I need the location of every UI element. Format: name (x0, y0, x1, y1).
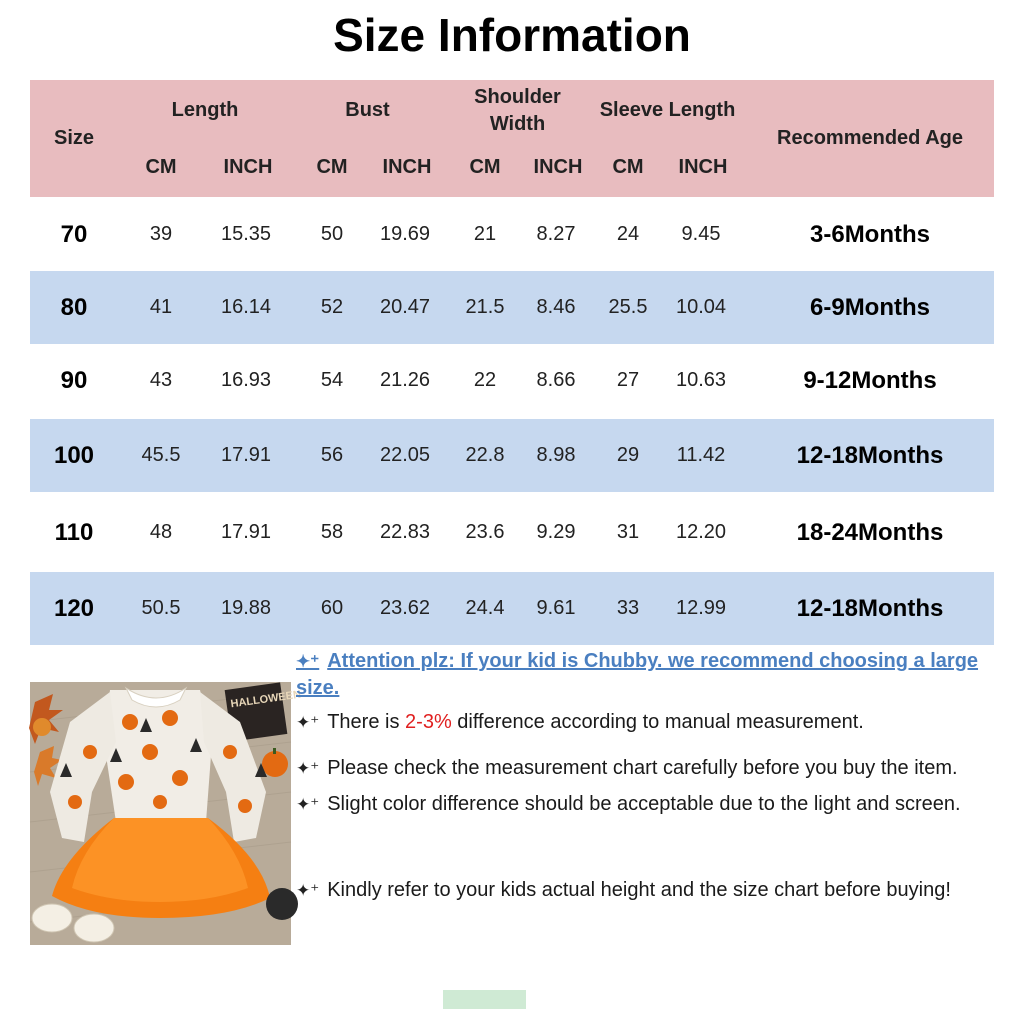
cell-shoulder-inch: 8.46 (536, 296, 576, 318)
cell-size: 120 (53, 594, 95, 622)
cell-sleeve-inch: 10.04 (675, 296, 727, 318)
table-row (30, 572, 994, 645)
refer-note (296, 877, 996, 904)
cell-bust-cm: 56 (320, 444, 344, 466)
cell-bust-inch: 23.62 (379, 597, 431, 619)
cell-shoulder-inch: 9.29 (536, 521, 576, 543)
header-bust-inch: INCH (382, 156, 432, 178)
cell-length-inch: 17.91 (220, 444, 272, 466)
difference-highlight: 2-3% (405, 711, 452, 733)
cell-size: 80 (60, 293, 88, 321)
header-shoulder-width (455, 84, 580, 138)
check-note (296, 755, 996, 782)
page-title: Size Information (333, 9, 691, 61)
color-note (296, 791, 996, 818)
table-row (30, 496, 994, 569)
header-sleeve-inch: INCH (678, 156, 728, 178)
header-recommended-age: Recommended Age (777, 127, 963, 149)
refer-text: Kindly refer to your kids actual height and the size chart before buying! (327, 879, 951, 901)
attention-text[interactable]: Attention plz: If your kid is Chubby. we recommend choosing a large size. (296, 650, 979, 699)
cell-sleeve-cm: 25.5 (608, 296, 648, 318)
cell-bust-cm: 52 (320, 296, 344, 318)
header-shoulder-inch: INCH (533, 156, 583, 178)
cell-length-cm: 39 (149, 223, 173, 245)
cell-sleeve-cm: 29 (616, 444, 640, 466)
cell-length-inch: 15.35 (220, 223, 272, 245)
attention-note[interactable] (296, 648, 996, 702)
cell-bust-inch: 21.26 (379, 369, 431, 391)
cell-shoulder-cm: 22.8 (465, 444, 505, 466)
cell-recommended-age: 12-18Months (796, 441, 944, 469)
cell-length-cm: 45.5 (141, 444, 181, 466)
sparkle-icon: ✦⁺ (296, 759, 320, 778)
green-bar (443, 990, 526, 1009)
cell-recommended-age: 12-18Months (796, 594, 944, 622)
cell-sleeve-cm: 24 (616, 223, 640, 245)
cell-bust-cm: 58 (320, 521, 344, 543)
cell-shoulder-inch: 8.98 (536, 444, 576, 466)
cell-shoulder-cm: 21 (473, 223, 497, 245)
sparkle-icon: ✦⁺ (296, 652, 320, 671)
cell-size: 100 (53, 441, 95, 469)
table-row (30, 271, 994, 344)
color-text: Slight color difference should be acceptable due to the light and screen. (327, 793, 961, 815)
cell-sleeve-cm: 31 (616, 521, 640, 543)
cell-length-cm: 43 (149, 369, 173, 391)
cell-size: 70 (60, 220, 88, 248)
difference-text-post: difference according to manual measurement. (451, 711, 864, 733)
cell-bust-cm: 54 (320, 369, 344, 391)
cell-shoulder-cm: 24.4 (465, 597, 505, 619)
cell-bust-inch: 20.47 (379, 296, 431, 318)
product-photo (30, 682, 302, 945)
cell-length-inch: 16.14 (220, 296, 272, 318)
table-row (30, 198, 994, 271)
cell-bust-cm: 60 (320, 597, 344, 619)
table-header (30, 80, 994, 197)
table-row (30, 419, 994, 492)
cell-sleeve-inch: 10.63 (675, 369, 727, 391)
cell-bust-cm: 50 (320, 223, 344, 245)
cell-length-inch: 19.88 (220, 597, 272, 619)
cell-size: 90 (60, 366, 88, 394)
cell-shoulder-cm: 21.5 (465, 296, 505, 318)
cell-length-inch: 16.93 (220, 369, 272, 391)
header-size: Size (53, 127, 95, 149)
cell-recommended-age: 9-12Months (803, 366, 937, 394)
cell-size: 110 (54, 518, 94, 546)
header-length-inch: INCH (223, 156, 273, 178)
cell-recommended-age: 3-6Months (810, 220, 930, 248)
check-text: Please check the measurement chart carefully before you buy the item. (327, 757, 958, 779)
photo-sign-text: HALLOWEEN (229, 688, 302, 711)
cell-shoulder-inch: 9.61 (536, 597, 576, 619)
cell-sleeve-cm: 27 (616, 369, 640, 391)
cell-bust-inch: 22.05 (379, 444, 431, 466)
cell-recommended-age: 18-24Months (796, 518, 944, 546)
cell-sleeve-inch: 12.20 (675, 521, 727, 543)
cell-shoulder-inch: 8.66 (536, 369, 576, 391)
cell-bust-inch: 19.69 (379, 223, 431, 245)
header-shoulder-line2: Width (489, 113, 546, 135)
cell-length-cm: 41 (149, 296, 173, 318)
cell-shoulder-cm: 23.6 (465, 521, 505, 543)
cell-length-cm: 50.5 (141, 597, 181, 619)
cell-sleeve-inch: 9.45 (681, 223, 721, 245)
header-sleeve-cm: CM (612, 156, 644, 178)
cell-shoulder-cm: 22 (473, 369, 497, 391)
sparkle-icon: ✦⁺ (296, 713, 320, 732)
cell-length-cm: 48 (149, 521, 173, 543)
header-bust-cm: CM (316, 156, 348, 178)
cell-length-inch: 17.91 (220, 521, 272, 543)
header-length-cm: CM (145, 156, 177, 178)
sparkle-icon: ✦⁺ (296, 881, 320, 900)
cell-recommended-age: 6-9Months (810, 293, 930, 321)
cell-sleeve-inch: 12.99 (675, 597, 727, 619)
header-shoulder-line1: Shoulder (474, 86, 561, 108)
header-shoulder-cm: CM (469, 156, 501, 178)
header-length: Length (171, 99, 239, 121)
cell-sleeve-inch: 11.42 (676, 444, 726, 466)
dress-illustration (30, 682, 302, 945)
cell-shoulder-inch: 8.27 (536, 223, 576, 245)
cell-bust-inch: 22.83 (379, 521, 431, 543)
sparkle-icon: ✦⁺ (296, 795, 320, 814)
cell-sleeve-cm: 33 (616, 597, 640, 619)
difference-note (296, 709, 996, 736)
difference-text-pre: There is (327, 711, 406, 733)
table-row (30, 344, 994, 417)
header-sleeve-length: Sleeve Length (599, 99, 736, 121)
header-bust: Bust (345, 99, 390, 121)
